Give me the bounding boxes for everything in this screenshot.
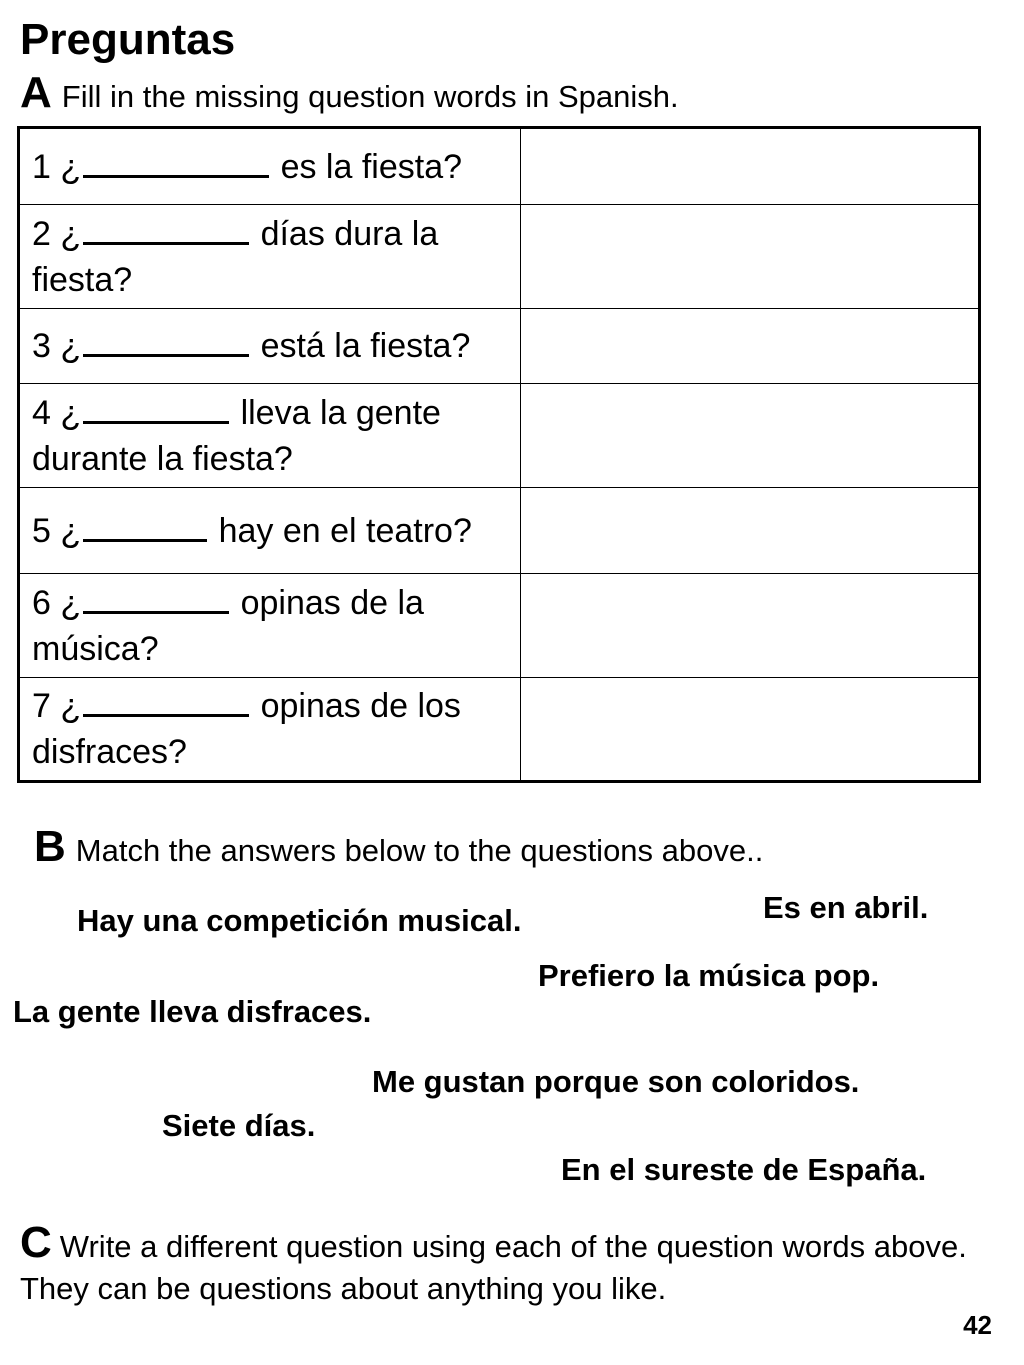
answer-option: Es en abril. bbox=[763, 890, 929, 925]
question-prefix: 2 ¿ bbox=[32, 214, 82, 253]
question-prefix: 7 ¿ bbox=[32, 687, 82, 725]
question-row bbox=[19, 678, 980, 782]
answer-cell[interactable] bbox=[521, 384, 980, 488]
answer-cell[interactable] bbox=[521, 128, 980, 205]
answer-blank[interactable] bbox=[83, 511, 207, 542]
question-suffix: está la fiesta? bbox=[251, 327, 471, 365]
question-cell bbox=[19, 384, 521, 488]
question-cell bbox=[19, 309, 521, 384]
answer-cell[interactable] bbox=[521, 678, 980, 782]
question-prefix: 4 ¿ bbox=[32, 393, 82, 432]
question-prefix: 3 ¿ bbox=[32, 327, 82, 365]
questions-table bbox=[17, 126, 981, 783]
question-suffix: opinas de los disfraces? bbox=[32, 687, 461, 771]
section-a-letter: A bbox=[20, 68, 52, 117]
question-cell bbox=[19, 574, 521, 678]
section-b-heading bbox=[34, 822, 764, 871]
question-prefix: 1 ¿ bbox=[32, 147, 82, 186]
answer-cell[interactable] bbox=[521, 205, 980, 309]
question-row bbox=[19, 205, 980, 309]
answer-option: Prefiero la música pop. bbox=[538, 958, 880, 993]
answer-blank[interactable] bbox=[83, 393, 229, 424]
question-row bbox=[19, 309, 980, 384]
question-row bbox=[19, 574, 980, 678]
answer-option: Siete días. bbox=[162, 1108, 316, 1143]
section-c-heading bbox=[20, 1218, 1000, 1310]
answer-blank[interactable] bbox=[83, 686, 249, 717]
question-row bbox=[19, 384, 980, 488]
question-suffix: opinas de la música? bbox=[32, 583, 424, 668]
section-a-heading bbox=[20, 68, 679, 117]
section-b-letter: B bbox=[34, 822, 66, 871]
question-cell bbox=[19, 488, 521, 574]
answer-option: La gente lleva disfraces. bbox=[13, 994, 372, 1029]
answer-option: Me gustan porque son coloridos. bbox=[372, 1064, 860, 1099]
page-title: Preguntas bbox=[20, 15, 236, 64]
answer-cell[interactable] bbox=[521, 488, 980, 574]
section-c-instruction: Write a different question using each of the question words above. They can be questions about anything you like. bbox=[20, 1229, 967, 1306]
question-cell bbox=[19, 205, 521, 309]
answer-blank[interactable] bbox=[83, 147, 269, 178]
question-prefix: 5 ¿ bbox=[32, 511, 82, 550]
question-suffix: lleva la gente durante la fiesta? bbox=[32, 393, 441, 478]
question-row bbox=[19, 488, 980, 574]
section-c-letter: C bbox=[20, 1218, 52, 1267]
answer-cell[interactable] bbox=[521, 309, 980, 384]
answer-cell[interactable] bbox=[521, 574, 980, 678]
question-suffix: es la fiesta? bbox=[271, 147, 463, 186]
question-cell bbox=[19, 128, 521, 205]
question-cell bbox=[19, 678, 521, 782]
answer-option: En el sureste de España. bbox=[561, 1152, 927, 1187]
answer-option: Hay una competición musical. bbox=[77, 903, 522, 938]
section-b-instruction: Match the answers below to the questions above.. bbox=[75, 833, 764, 868]
page-number: 42 bbox=[963, 1310, 992, 1340]
section-a-instruction: Fill in the missing question words in Spanish. bbox=[61, 79, 679, 114]
question-prefix: 6 ¿ bbox=[32, 583, 82, 622]
question-suffix: hay en el teatro? bbox=[209, 511, 472, 550]
question-row bbox=[19, 128, 980, 205]
answer-blank[interactable] bbox=[83, 214, 249, 245]
answer-blank[interactable] bbox=[83, 583, 229, 614]
answer-blank[interactable] bbox=[83, 326, 249, 357]
question-suffix: días dura la fiesta? bbox=[32, 214, 439, 299]
